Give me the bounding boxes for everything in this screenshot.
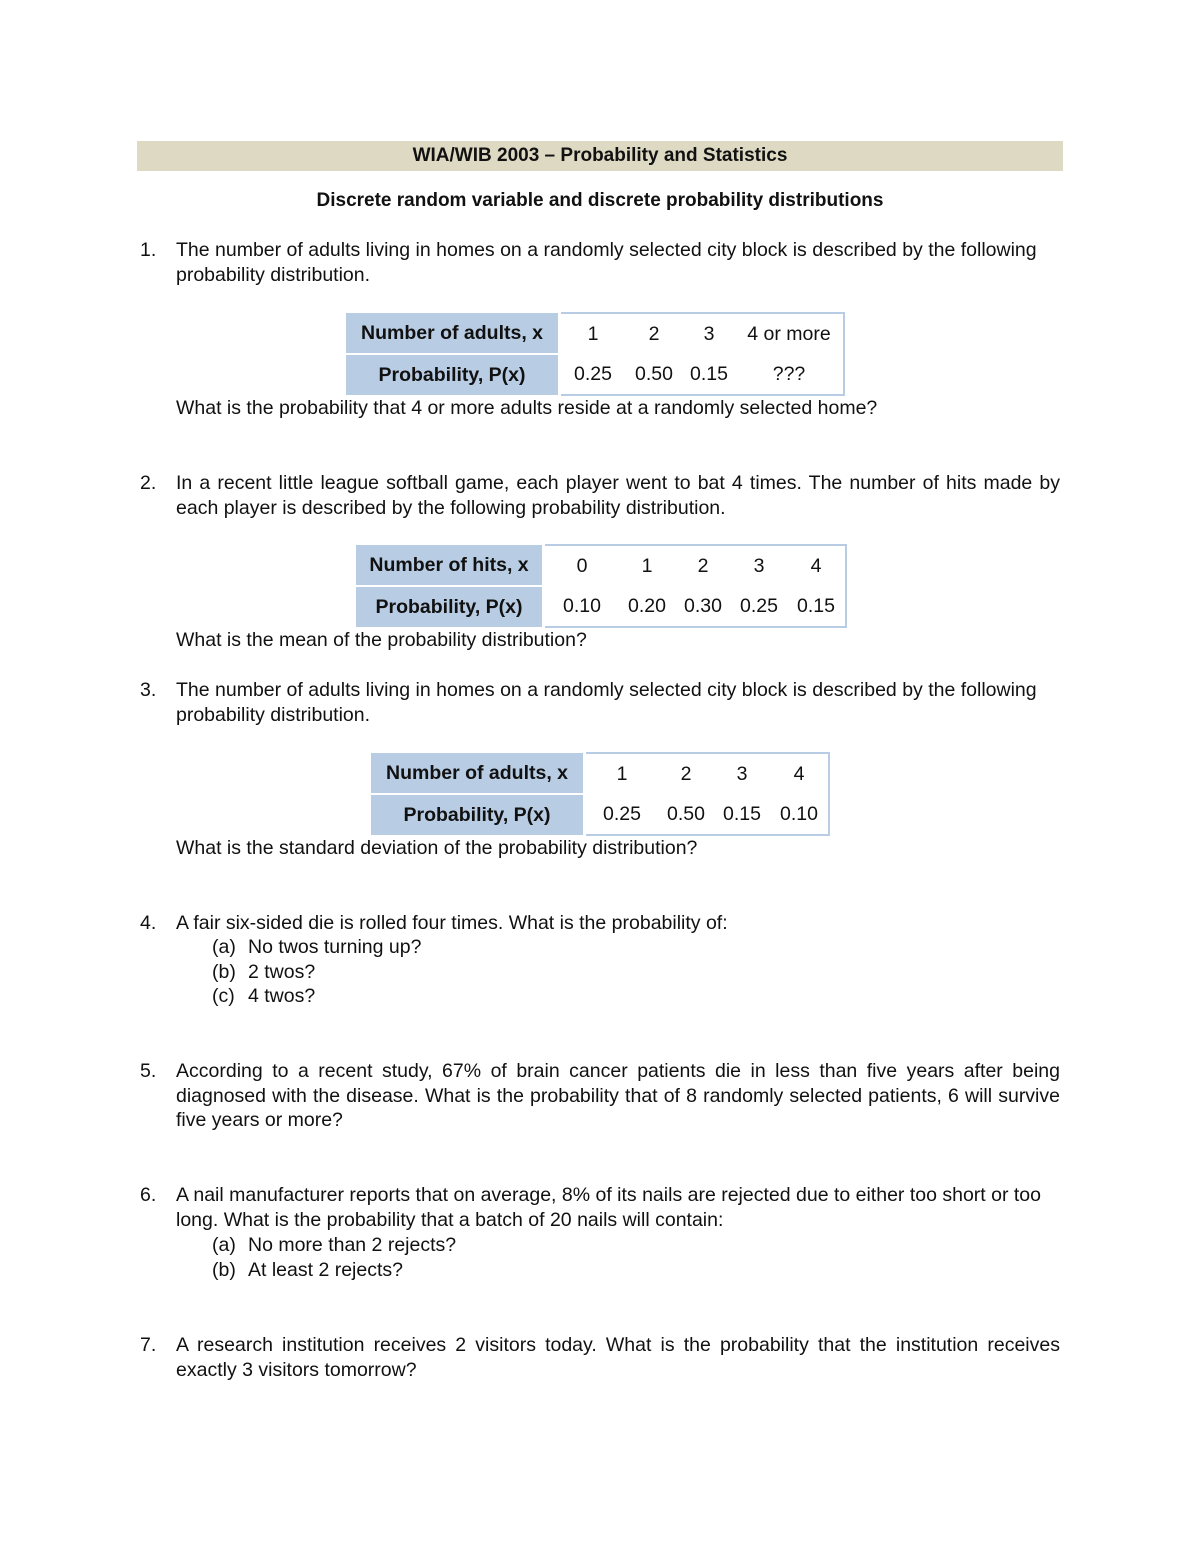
question-6 [140,1183,1060,1232]
table-cell: 3 [714,753,770,794]
table-cell: 0.10 [544,586,620,627]
table-cell: 2 [675,545,731,586]
table-row-label: Probability, P(x) [356,586,544,627]
question-5 [140,1059,1060,1133]
question-text: The number of adults living in homes on a randomly selected city block is described by the following probability distribution. [176,679,1037,726]
part-text: 2 twos? [248,961,316,983]
part-label: (a) [212,1234,236,1256]
question-number: 5. [140,1060,157,1082]
question-number: 6. [140,1184,157,1206]
course-title-bar [137,141,1063,171]
question-text: A research institution receives 2 visitors today. What is the probability that the institution receives exactly 3 visitors tomorrow? [176,1334,1060,1381]
table-cell: 0.50 [625,354,683,395]
part-text: At least 2 rejects? [248,1259,403,1281]
question-number: 7. [140,1334,157,1356]
question-followup: What is the probability that 4 or more adults reside at a randomly selected home? [176,397,878,419]
distribution-table-1 [346,312,845,396]
part-text: 4 twos? [248,985,316,1007]
table-cell: 4 [770,753,829,794]
question-part [212,984,315,1009]
part-label: (c) [212,985,235,1007]
page-subtitle: Discrete random variable and discrete probability distributions [316,190,884,211]
table-cell: 0.15 [787,586,846,627]
question-followup: What is the standard deviation of the probability distribution? [176,837,698,859]
table-row-label: Number of hits, x [356,545,544,586]
distribution-table-2 [356,544,847,628]
table-cell: 0.25 [585,794,659,835]
table-cell: 0 [544,545,620,586]
question-7 [140,1333,1060,1382]
question-number: 2. [140,472,157,494]
table-row-label: Probability, P(x) [346,354,560,395]
table-row-label: Probability, P(x) [371,794,585,835]
question-number: 4. [140,912,157,934]
table-cell: 4 or more [735,313,844,354]
table-row-label: Number of adults, x [346,313,560,354]
table-cell: 3 [683,313,735,354]
question-text: In a recent little league softball game, each player went to bat 4 times. The number of hits made by each player is described by the following probability distribution. [176,472,1060,519]
table-cell: 0.30 [675,586,731,627]
table-cell: 1 [585,753,659,794]
question-3 [140,678,1060,727]
part-label: (a) [212,936,236,958]
table-cell: 0.15 [714,794,770,835]
part-label: (b) [212,1259,236,1281]
question-followup: What is the mean of the probability distribution? [176,629,587,651]
question-text: A nail manufacturer reports that on average, 8% of its nails are rejected due to either too short or too long. What is the probability that a batch of 20 nails will contain: [176,1184,1041,1231]
distribution-table-3 [371,752,830,836]
course-title: WIA/WIB 2003 – Probability and Statistics [412,145,788,166]
question-part [212,1233,456,1258]
table-cell: 0.20 [619,586,675,627]
table-row-label: Number of adults, x [371,753,585,794]
table-cell: 0.50 [658,794,714,835]
question-2 [140,471,1060,520]
part-label: (b) [212,961,236,983]
question-number: 1. [140,239,157,261]
table-cell: 0.25 [731,586,787,627]
table-cell: 2 [625,313,683,354]
question-part [212,935,421,960]
part-text: No more than 2 rejects? [248,1234,457,1256]
question-part [212,1258,403,1283]
table-cell: 0.10 [770,794,829,835]
question-4 [140,911,1060,936]
table-cell: 3 [731,545,787,586]
table-cell: 2 [658,753,714,794]
table-cell: 1 [560,313,626,354]
question-part [212,960,315,985]
question-text: According to a recent study, 67% of brain cancer patients die in less than five years after being diagnosed with the disease. What is the probability that of 8 randomly selected patients, 6 will survive five years or more? [176,1060,1060,1131]
question-text: The number of adults living in homes on a randomly selected city block is described by the following probability distribution. [176,239,1037,286]
part-text: No twos turning up? [248,936,422,958]
question-number: 3. [140,679,157,701]
question-text: A fair six-sided die is rolled four times. What is the probability of: [176,912,728,934]
table-cell: 0.25 [560,354,626,395]
question-1 [140,238,1060,287]
table-cell: ??? [735,354,844,395]
table-cell: 4 [787,545,846,586]
table-cell: 1 [619,545,675,586]
table-cell: 0.15 [683,354,735,395]
